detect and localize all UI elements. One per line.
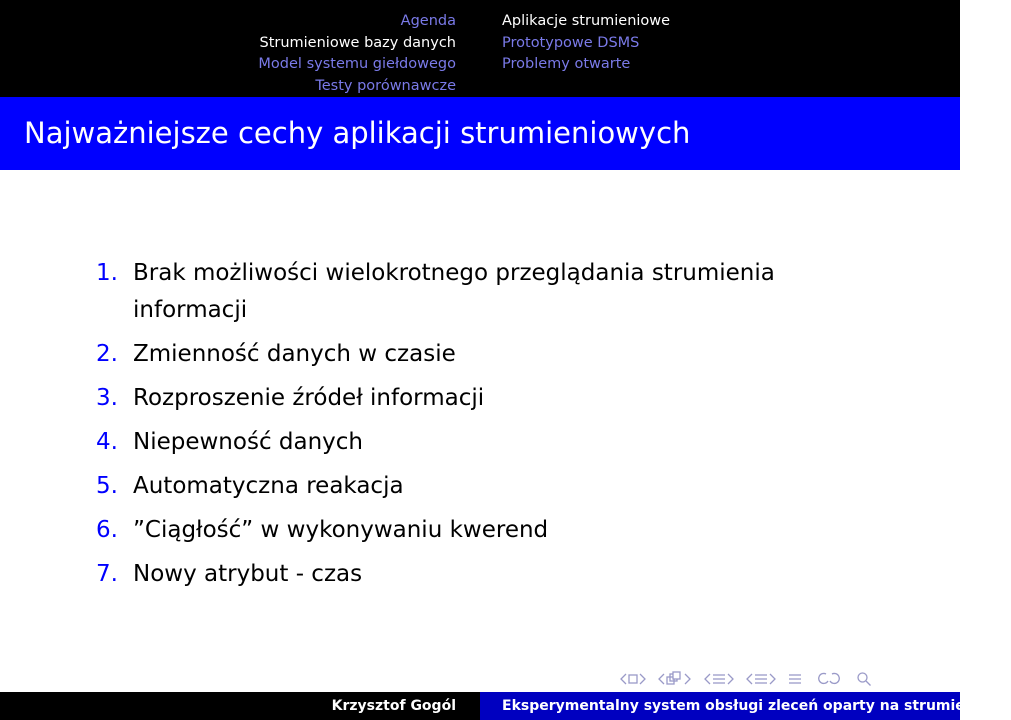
- nav-section-icon[interactable]: [746, 672, 776, 686]
- item-text: Niepewność danych: [133, 429, 363, 455]
- list-item: [0, 380, 960, 417]
- item-text: Brak możliwości wielokrotnego przeglądania strumienia informacji: [133, 260, 775, 323]
- item-number: 7.: [96, 561, 118, 587]
- nav-frame-icon[interactable]: [658, 671, 692, 687]
- item-text: Rozproszenie źródeł informacji: [133, 385, 485, 411]
- nav-document-icon[interactable]: [788, 672, 802, 686]
- item-number: 1.: [96, 260, 118, 286]
- nav-slide-icon[interactable]: [620, 672, 646, 686]
- nav-section-agenda[interactable]: Agenda: [400, 13, 456, 29]
- item-number: 3.: [96, 385, 118, 411]
- item-text: Nowy atrybut - czas: [133, 561, 363, 587]
- list-item: [0, 424, 960, 461]
- nav-section-model[interactable]: Model systemu giełdowego: [258, 56, 456, 72]
- list-item: [0, 468, 960, 505]
- navigation-symbols: [620, 668, 884, 690]
- features-list: [0, 255, 960, 593]
- slide-content: [0, 255, 960, 600]
- item-text: Zmienność danych w czasie: [133, 341, 456, 367]
- top-navigation-bar: [0, 0, 960, 97]
- nav-subsection-icon[interactable]: [704, 672, 734, 686]
- nav-search-icon[interactable]: [856, 671, 872, 687]
- item-text: ”Ciągłość” w wykonywaniu kwerend: [133, 517, 549, 543]
- nav-section-stream-db[interactable]: Strumieniowe bazy danych: [259, 34, 456, 51]
- nav-subsection-prototypes[interactable]: Prototypowe DSMS: [502, 34, 640, 51]
- item-number: 6.: [96, 517, 118, 543]
- section-nav-left: [0, 0, 480, 97]
- nav-subsection-problems[interactable]: Problemy otwarte: [502, 56, 631, 72]
- nav-subsection-apps[interactable]: Aplikacje strumieniowe: [502, 13, 671, 29]
- footer-author: Krzysztof Gogól: [0, 692, 480, 720]
- list-item: [0, 336, 960, 373]
- list-item: [0, 512, 960, 549]
- subsection-nav-right: [480, 0, 960, 97]
- list-item: [0, 556, 960, 593]
- nav-back-forward-icon[interactable]: [814, 671, 844, 687]
- item-text: Automatyczna reakacja: [133, 473, 404, 499]
- footer-bar: [0, 692, 1011, 720]
- item-number: 2.: [96, 341, 118, 367]
- footer-title: Eksperymentalny system obsługi zleceń oparty na strumieniowy: [480, 692, 960, 720]
- list-item: [0, 255, 960, 329]
- item-number: 4.: [96, 429, 118, 455]
- nav-section-tests[interactable]: Testy porównawcze: [315, 77, 456, 94]
- item-number: 5.: [96, 473, 118, 499]
- frame-title-bar: [0, 97, 960, 170]
- frame-title: Najważniejsze cechy aplikacji strumieniowych: [24, 116, 691, 150]
